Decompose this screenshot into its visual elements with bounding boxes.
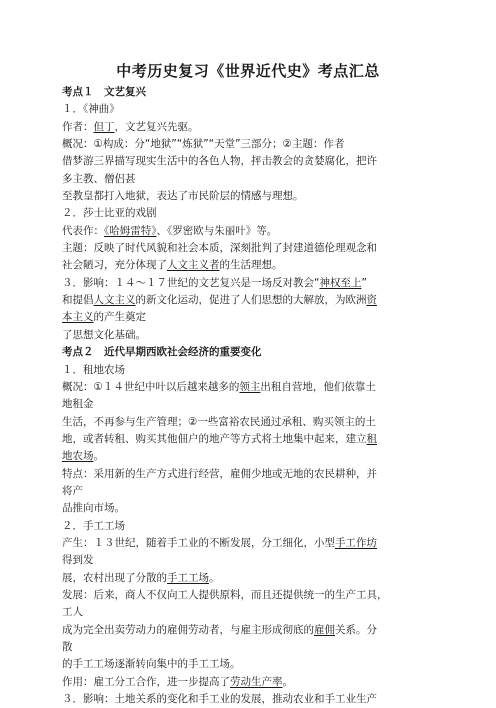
text-line [62, 188, 446, 205]
text-line [62, 587, 446, 604]
text-segment: 概况：①构成：分“地狱”“炼狱”“天堂”三部分；②主题：作者 [62, 138, 345, 151]
text-line [62, 552, 446, 569]
text-line [62, 674, 446, 691]
underlined-keyword: 资 [366, 294, 377, 307]
text-segment: 考点２ 近代早期西欧社会经济的重要变化 [62, 346, 262, 359]
text-line [62, 604, 446, 621]
text-line [62, 205, 446, 222]
text-segment: 、《罗密欧与朱丽叶》等。 [156, 224, 278, 237]
text-line [62, 622, 446, 639]
text-segment: 了思想文化基础。 [62, 328, 146, 341]
text-segment: 地，或者转租、购买其他佃户的地产等方式将土地集中起来，建立 [62, 432, 367, 445]
text-segment: ，文艺复兴先驱。 [114, 120, 199, 133]
text-segment: 概况：①１４世纪中叶以后越来越多的 [62, 380, 240, 393]
text-line [62, 136, 446, 153]
text-segment: ” [361, 276, 367, 289]
text-segment: 将产 [62, 484, 83, 497]
section-heading [62, 84, 446, 101]
text-segment: 生活，不再参与生产管理；②一些富裕农民通过承租、购买领主的土 [62, 415, 376, 428]
text-line [62, 309, 446, 326]
text-line [62, 223, 446, 240]
text-segment: 考点１ 文艺复兴 [62, 86, 146, 98]
text-line [62, 518, 446, 535]
text-line [62, 327, 446, 344]
text-line [62, 466, 446, 483]
underlined-keyword: 人文主义 [93, 294, 136, 307]
text-segment: 关系。分 [335, 623, 377, 636]
text-segment: 的产生奠定 [93, 311, 146, 324]
text-segment: 成为完全出卖劳动力的雇佣劳动者，与雇主形成彻底的 [62, 623, 314, 636]
text-line [62, 656, 446, 673]
section-heading [62, 344, 446, 361]
underlined-keyword: 租 [366, 432, 377, 445]
text-segment: １．租地农场 [62, 363, 125, 376]
text-line [62, 396, 446, 413]
text-segment: 借梦游三界描写现实生活中的各色人物，抨击教会的贪婪腐化，把许 [62, 155, 377, 168]
text-line [62, 639, 446, 656]
underlined-keyword: 《哈姆雷特》 [104, 224, 157, 237]
text-line [62, 292, 446, 309]
text-segment: 。 [282, 675, 293, 688]
underlined-keyword: 劳动生产率 [230, 675, 283, 688]
text-segment: 多主教、僧侣甚 [62, 172, 136, 185]
underlined-keyword: 地农场 [62, 450, 94, 463]
text-segment: 代表作： [62, 224, 104, 237]
text-segment: １．《神曲》 [62, 103, 120, 116]
text-segment: 发展：后来，商人不仅向工人提供原料，而且还提供统一的生产工具， [62, 588, 388, 601]
underlined-keyword: 领主 [239, 380, 261, 393]
text-line [62, 483, 446, 500]
text-line [62, 379, 446, 396]
text-segment: 的手工工场逐渐转向集中的手工工场。 [62, 658, 241, 671]
text-line [62, 691, 446, 708]
text-line [62, 448, 446, 465]
underlined-keyword: 但丁 [93, 120, 115, 133]
text-segment: ２．莎士比亚的戏剧 [62, 207, 157, 220]
text-segment: 至教皇都打入地狱，表达了市民阶层的情感与理想。 [62, 190, 304, 203]
text-line [62, 171, 446, 188]
text-segment: 和提倡 [62, 294, 94, 307]
text-segment: 产生：１３世纪，随着手工业的不断发展，分工细化，小型 [62, 536, 335, 549]
underlined-keyword: 雇佣 [314, 623, 335, 636]
text-segment: 的新文化运动，促进了人们思想的大解放，为欧洲 [135, 294, 367, 307]
text-segment: 。 [93, 450, 104, 463]
text-segment: 散 [62, 641, 73, 653]
document-title: 中考历史复习《世界近代史》考点汇总 [116, 62, 380, 80]
underlined-keyword: 手工工场 [167, 571, 209, 584]
text-segment: 展，农村出现了分散的 [62, 571, 167, 584]
text-segment: 作者： [62, 120, 94, 133]
text-segment: 出租自营地，他们依靠土 [260, 380, 376, 393]
text-line [62, 570, 446, 587]
text-segment: 得到发 [62, 554, 94, 567]
text-line [62, 119, 446, 136]
document-body [62, 84, 446, 708]
underlined-keyword: 手工作坊 [335, 536, 377, 549]
text-line [62, 535, 446, 552]
text-segment: 地租金 [62, 398, 94, 411]
text-segment: 社会陋习，充分体现了 [62, 259, 167, 272]
text-line [62, 153, 446, 170]
underlined-keyword: 本主义 [62, 311, 94, 324]
underlined-keyword: 神权至上 [319, 276, 362, 289]
text-line [62, 101, 446, 118]
text-segment: 作用：雇工分工合作，进一步提高了 [62, 675, 230, 688]
text-segment: 工人 [62, 606, 83, 619]
text-segment: 。 [209, 571, 220, 584]
text-line [62, 500, 446, 517]
text-line [62, 431, 446, 448]
text-line [62, 240, 446, 257]
text-line [62, 275, 446, 292]
text-line [62, 362, 446, 379]
text-segment: 主题：反映了时代风貌和社会本质，深刻批判了封建道德伦理观念和 [62, 242, 377, 255]
text-segment: 特点：采用新的生产方式进行经营，雇佣少地或无地的农民耕种，并 [62, 467, 377, 480]
text-segment: ３．影响：１４～１７世纪的文艺复兴是一场反对教会“ [62, 276, 320, 289]
text-line [62, 257, 446, 274]
text-line [62, 414, 446, 431]
underlined-keyword: 人文主义者 [167, 259, 220, 272]
text-segment: 品推向市场。 [62, 502, 125, 515]
text-segment: ３．影响：土地关系的变化和手工业的发展，推动农业和手工业生产 [62, 693, 377, 706]
text-segment: 的生活理想。 [219, 259, 283, 272]
text-segment: ２．手工工场 [62, 519, 125, 532]
